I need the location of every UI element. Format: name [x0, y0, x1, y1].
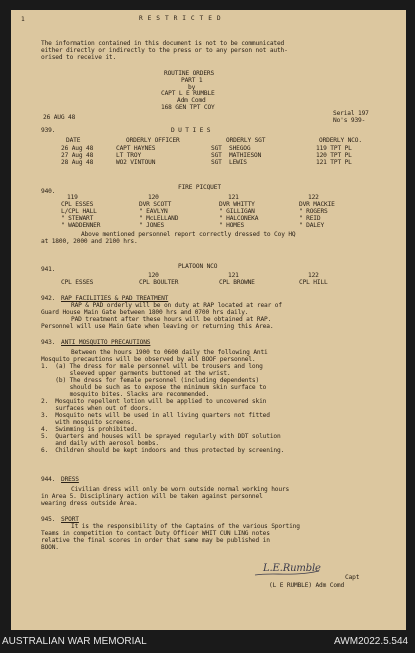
rap-line: Guard House Main Gate between 1800 hrs and 0700 hrs daily. — [41, 309, 249, 316]
orders-date: 26 AUG 48 — [43, 114, 76, 121]
fire-picquet-cell: " STEWART — [61, 215, 94, 222]
mosquito-line: with mosquito screens. — [41, 419, 134, 426]
signature-rank: Capt — [345, 574, 360, 581]
fire-picquet-platoon: 119 — [67, 194, 78, 201]
platoon-nco-heading: PLATOON NCO — [178, 263, 218, 270]
dress-line: in Area 5. Disciplinary action will be taken against personnel — [41, 493, 263, 500]
duties-col-nco: ORDERLY NCO. — [319, 137, 362, 144]
classification-banner: R E S T R I C T E D — [139, 15, 222, 22]
sport-line: relative the final scores in order that same may be published in — [41, 537, 270, 544]
rap-line: RAP & PAD orderly will be on duty at RAP located at rear of — [71, 302, 282, 309]
duties-cell: SHEGOG — [229, 145, 251, 152]
platoon-nco-cell: CPL ESSES — [61, 279, 94, 286]
duties-cell: 121 TPT PL — [316, 159, 352, 166]
mosquito-line: should be such as to expose the minimum skin surface to — [41, 384, 267, 391]
archive-footer — [0, 632, 415, 653]
sport-number: 945. — [41, 516, 56, 523]
sport-line: Teams in competition to contact Duty Officer WHIT CUN LING notes — [41, 530, 270, 537]
duties-cell: 26 Aug 48 — [61, 145, 94, 152]
mosquito-line: sleeved upper garments buttoned at the wrist. — [41, 370, 231, 377]
platoon-nco-platoon: 122 — [308, 272, 319, 279]
fire-picquet-platoon: 120 — [148, 194, 159, 201]
fire-picquet-cell: CPL ESSES — [61, 201, 94, 208]
fire-picquet-note: Above mentioned personnel report correctly dressed to Coy HQ — [81, 231, 296, 238]
mosquito-line: 6. Children should be kept indoors and thus protected by screening. — [41, 447, 285, 454]
mosquito-line: (b) The dress for female personnel (including dependents) — [41, 377, 260, 384]
fire-picquet-platoon: 121 — [228, 194, 239, 201]
duties-cell: LT TROY — [116, 152, 142, 159]
dress-line: wearing dress outside Area. — [41, 500, 138, 507]
fire-picquet-cell: L/CPL HALL — [61, 208, 97, 215]
mosquito-line: 5. Quarters and houses will be sprayed regularly with DDT solution — [41, 433, 281, 440]
rap-line: Personnel will use Main Gate when leaving or returning this Area. — [41, 323, 274, 330]
notice-line-2: either directly or indirectly to the press or to any person not auth- — [41, 47, 288, 54]
fire-picquet-cell: " HOMES — [219, 222, 245, 229]
sport-heading: SPORT — [61, 516, 79, 523]
fire-picquet-cell: " WADDENNER — [61, 222, 101, 229]
duties-col-date: DATE — [66, 137, 81, 144]
fire-picquet-note: at 1800, 2000 and 2100 hrs. — [41, 238, 138, 245]
fire-picquet-cell: " GILLIGAN — [219, 208, 255, 215]
fire-picquet-cell: DVR MACKIE — [299, 201, 335, 208]
duties-cell: LEWIS — [229, 159, 247, 166]
duties-cell: 120 TPT PL — [316, 152, 352, 159]
rap-heading: RAP FACILITIES & PAD TREATMENT — [61, 295, 169, 302]
handwritten-signature: L.E.Rumble — [263, 563, 321, 574]
orders-role: Adm Comd — [177, 97, 206, 104]
signature-underline — [253, 562, 323, 578]
mosquito-heading: ANTI MOSQUITO PRECAUTIONS — [61, 339, 151, 346]
fire-picquet-heading: FIRE PICQUET — [178, 184, 221, 191]
fire-picquet-cell: " EAVLYN — [139, 208, 168, 215]
mosquito-line: mosquito bites. Slacks are recommended. — [41, 391, 210, 398]
dress-heading: DRESS — [61, 476, 79, 483]
mosquito-line: 1. (a) The dress for male personnel will be trousers and long — [41, 363, 263, 370]
mosquito-number: 943. — [41, 339, 56, 346]
duties-cell: MATHIESON — [229, 152, 262, 159]
orders-part: PART 1 — [181, 77, 203, 84]
platoon-nco-cell: CPL BOULTER — [139, 279, 179, 286]
fire-picquet-cell: " JONES — [139, 222, 165, 229]
notice-line-3: orised to receive it. — [41, 54, 117, 61]
mosquito-line: 2. Mosquito repellent lotion will be applied to uncovered skin — [41, 398, 267, 405]
duties-heading: D U T I E S — [171, 127, 211, 134]
mosquito-line: Mosquito precautions will be observed by all BOOF personnel. — [41, 356, 256, 363]
duties-cell: SGT — [211, 145, 222, 152]
fire-picquet-cell: " REID — [299, 215, 321, 222]
archive-reference: AWM2022.5.544 — [334, 636, 409, 647]
duties-col-officer: ORDERLY OFFICER — [126, 137, 180, 144]
fire-picquet-cell: " HALCONEKA — [219, 215, 259, 222]
mosquito-line: Between the hours 1900 to 0600 daily the following Anti — [71, 349, 268, 356]
fire-picquet-cell: " ROGERS — [299, 208, 328, 215]
platoon-nco-number: 941. — [41, 266, 56, 273]
fire-picquet-cell: DVR SCOTT — [139, 201, 172, 208]
fire-picquet-cell: DVR WHITTY — [219, 201, 255, 208]
fire-picquet-number: 940. — [41, 188, 56, 195]
fire-picquet-cell: " DALEY — [299, 222, 325, 229]
platoon-nco-cell: CPL HILL — [299, 279, 328, 286]
mosquito-line: 4. Swimming is prohibited. — [41, 426, 138, 433]
duties-cell: 28 Aug 48 — [61, 159, 94, 166]
duties-number: 939. — [41, 127, 56, 134]
dress-number: 944. — [41, 476, 56, 483]
page-number: 1 — [21, 16, 25, 23]
notice-line-1: The information contained in this document is not to be communicated — [41, 40, 285, 47]
rap-line: PAD treatment after these hours will be obtained at RAP. — [71, 316, 272, 323]
duties-cell: 119 TPT PL — [316, 145, 352, 152]
orders-nos: No's 939- — [333, 117, 366, 124]
platoon-nco-cell: CPL BROWNE — [219, 279, 255, 286]
platoon-nco-platoon: 120 — [148, 272, 159, 279]
duties-cell: SGT — [211, 159, 222, 166]
duties-cell: CAPT HAYNES — [116, 145, 156, 152]
sport-line: BOON. — [41, 544, 59, 551]
fire-picquet-platoon: 122 — [308, 194, 319, 201]
fire-picquet-cell: " McLELLAND — [139, 215, 179, 222]
orders-by: by — [188, 84, 196, 91]
orders-title: ROUTINE ORDERS — [164, 70, 215, 77]
mosquito-line: surfaces when out of doors. — [41, 405, 152, 412]
orders-captain: CAPT L E RUMBLE — [161, 90, 215, 97]
mosquito-line: 3. Mosquito nets will be used in all living quarters not fitted — [41, 412, 270, 419]
dress-line: Civilian dress will only be worn outside normal working hours — [71, 486, 290, 493]
document-page — [11, 10, 406, 630]
signature-typed: (L E RUMBLE) Adm Comd — [269, 582, 345, 589]
duties-col-sgt: ORDERLY SGT — [226, 137, 266, 144]
duties-cell: SGT — [211, 152, 222, 159]
duties-cell: WO2 VINTOUN — [116, 159, 156, 166]
archive-source: AUSTRALIAN WAR MEMORIAL — [2, 636, 147, 647]
sport-line: It is the responsibility of the Captains of the various Sporting — [71, 523, 300, 530]
platoon-nco-platoon: 121 — [228, 272, 239, 279]
duties-cell: 27 Aug 48 — [61, 152, 94, 159]
mosquito-line: and daily with aerosol bombs. — [41, 440, 159, 447]
orders-unit: 168 GEN TPT COY — [161, 104, 215, 111]
rap-number: 942. — [41, 295, 56, 302]
orders-serial: Serial 197 — [333, 110, 369, 117]
